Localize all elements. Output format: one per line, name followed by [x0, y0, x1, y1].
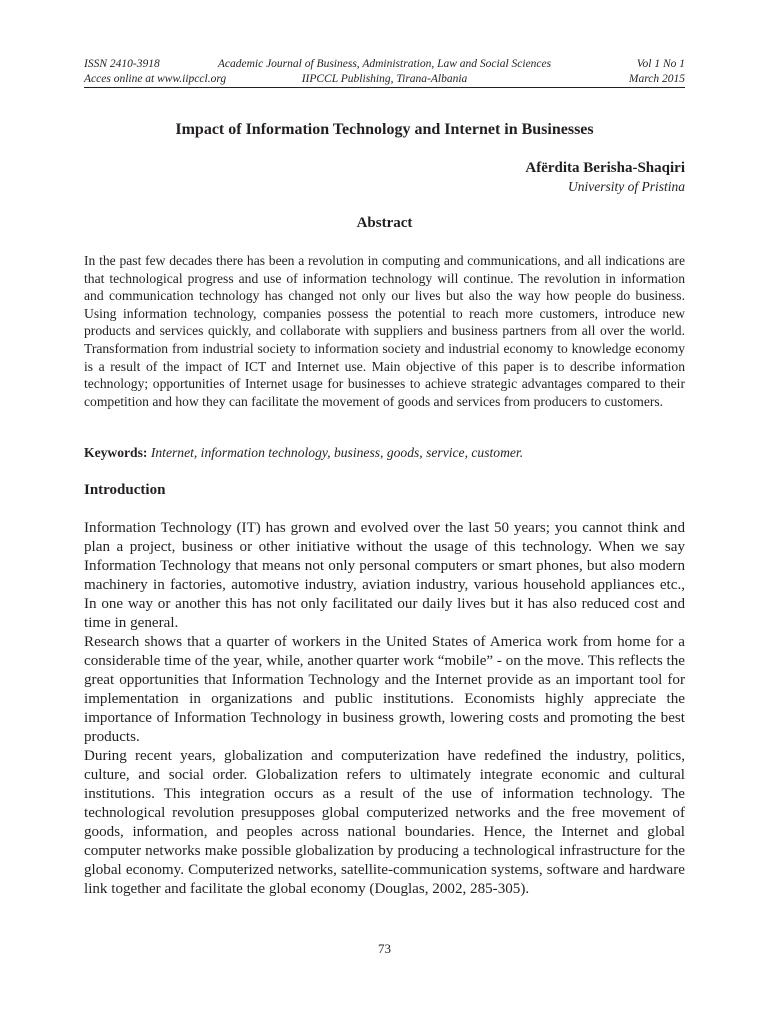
paragraph: Research shows that a quarter of workers in the United States of America work from home for a considerable time of the year, while, another quarter work “mobile” - on the move. This reflects the great opportunities that Information Technology and the Internet provide as an important tool for implementation in organizations and public institutions. Economists highly appreciate the importance of Information Technology in business growth, lowering costs and promoting the best products.	[84, 634, 685, 745]
page-number: 73	[378, 941, 391, 956]
author-name: Afërdita Berisha-Shaqiri	[525, 160, 685, 176]
abstract-heading: Abstract	[356, 215, 413, 231]
issn: ISSN 2410-3918	[84, 58, 160, 70]
abstract-text: In the past few decades there has been a revolution in computing and communications, and all indications are that technological progress and use of information technology will continue. The revolution in information and communication technology has changed not only our lives but also the way how people do business. Using information technology, companies possess the potential to reach more customers, introduce new products and services quickly, and collaborate with suppliers and business partners from all over the world. Transformation from industrial society to information society and industrial economy to knowledge economy is a result of the impact of ICT and Internet use. Main objective of this paper is to describe information technology; opportunities of Internet usage for businesses to achieve strategic advantages compared to their competition and how they can facilitate the movement of goods and services from producers to customers.	[84, 253, 685, 409]
running-head-line-2	[84, 72, 685, 86]
keywords-label: Keywords:	[84, 445, 148, 460]
introduction-heading: Introduction	[84, 482, 166, 498]
paragraph: Information Technology (IT) has grown and evolved over the last 50 years; you cannot think and plan a project, business or other initiative without the usage of this technology. When we say Information Technology that means not only personal computers or smart phones, but also modern machinery in factories, automotive industry, aviation industry, various household appliances etc., In one way or another this has not only facilitated our daily lives but it has also reduced cost and time in general.	[84, 520, 685, 631]
running-head-line-1	[84, 57, 685, 71]
keywords-text: Internet, information technology, business, goods, service, customer.	[150, 445, 524, 460]
author-affiliation: University of Pristina	[568, 179, 685, 194]
header-rule	[84, 87, 685, 88]
keywords	[84, 444, 685, 462]
paragraph: During recent years, globalization and computerization have redefined the industry, politics, culture, and social order. Globalization refers to ultimately integrate economic and cultural institutions. This integration occurs as a result of the use of information technology. The technological revolution presupposes global computerized networks and the free movement of goods, information, and peoples across national boundaries. Hence, the Internet and global computer networks make possible globalization by producing a technological infrastructure for the global economy. Computerized networks, satellite-communication systems, software and hardware link together and facilitate the global economy (Douglas, 2002, 285-305).	[84, 748, 685, 897]
issue-date: March 2015	[628, 73, 685, 85]
article-title: Impact of Information Technology and Internet in Businesses	[175, 121, 594, 138]
journal-name: Academic Journal of Business, Administration, Law and Social Sciences	[217, 58, 552, 70]
introduction-body	[84, 519, 685, 899]
volume-number: Vol 1 No 1	[636, 58, 685, 70]
publisher: IIPCCL Publishing, Tirana-Albania	[301, 73, 468, 85]
access-url: Acces online at www.iipccl.org	[84, 73, 227, 85]
